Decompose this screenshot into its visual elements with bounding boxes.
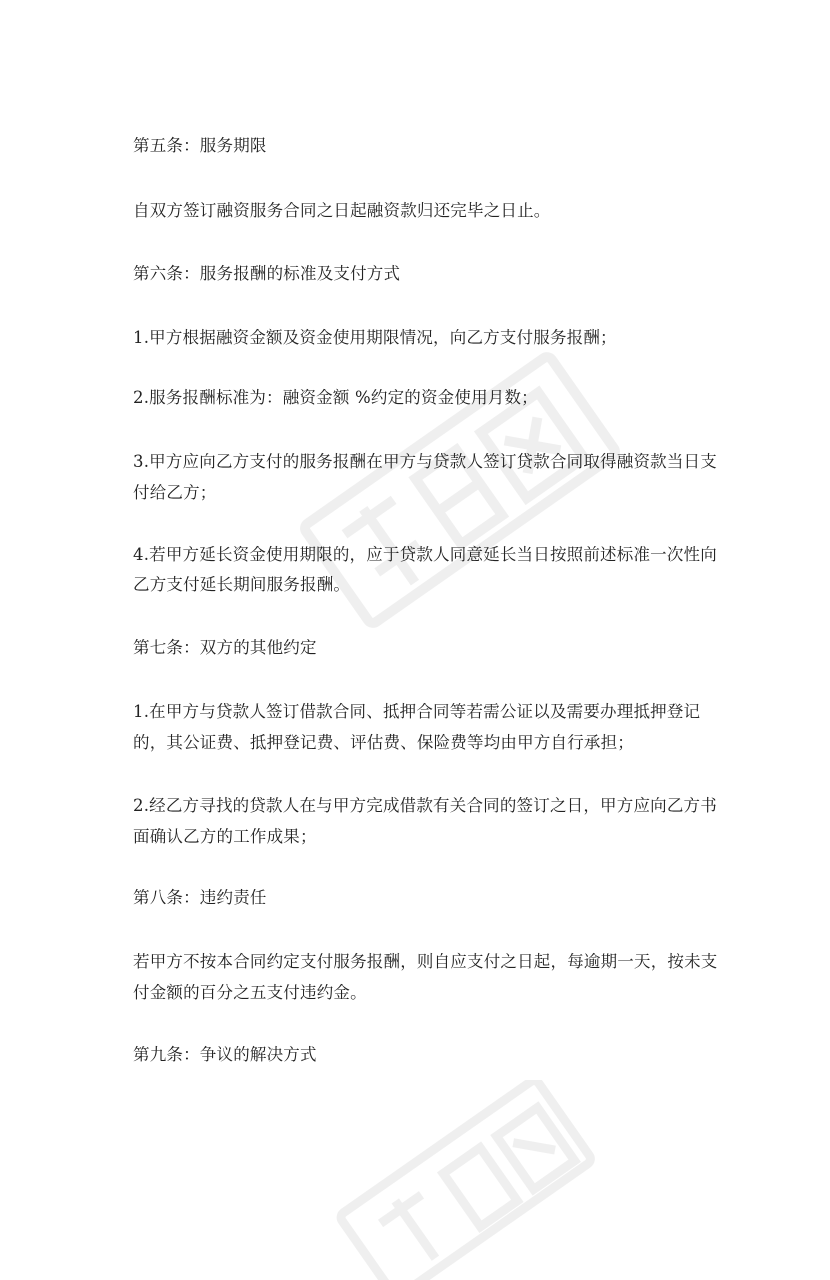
article-5-body: 自双方签订融资服务合同之日起融资款归还完毕之日止。 (133, 201, 551, 220)
article-6-item-4-line-1: 4.若甲方延长资金使用期限的，应于贷款人同意延长当日按照前述标准一次性向 (133, 545, 717, 564)
article-6-item-4-line-2: 乙方支付延长期间服务报酬。 (133, 575, 351, 594)
article-8-body-line-2: 付金额的百分之五支付违约金。 (133, 983, 367, 1002)
article-6-item-2: 2.服务报酬标准为：融资金额 %约定的资金使用月数； (133, 388, 538, 407)
article-6-heading: 第六条：服务报酬的标准及支付方式 (133, 264, 401, 283)
article-5-heading: 第五条：服务期限 (133, 136, 267, 155)
article-6-item-3-line-2: 付给乙方； (133, 483, 217, 502)
article-7-heading: 第七条：双方的其他约定 (133, 638, 317, 657)
article-6-item-1: 1.甲方根据融资金额及资金使用期限情况，向乙方支付服务报酬； (133, 328, 617, 347)
article-9-heading: 第九条：争议的解决方式 (133, 1045, 317, 1064)
article-7-item-1-line-2: 的，其公证费、抵押登记费、评估费、保险费等均由甲方自行承担； (133, 733, 634, 752)
article-8-heading: 第八条：违约责任 (133, 888, 267, 907)
article-7-item-2-line-1: 2.经乙方寻找的贷款人在与甲方完成借款有关合同的签订之日，甲方应向乙方书 (133, 796, 717, 815)
article-6-item-3-line-1: 3.甲方应向乙方支付的服务报酬在甲方与贷款人签订贷款合同取得融资款当日支 (133, 452, 717, 471)
watermark-stamp-bottom (300, 1080, 620, 1280)
article-7-item-1-line-1: 1.在甲方与贷款人签订借款合同、抵押合同等若需公证以及需要办理抵押登记 (133, 702, 701, 721)
article-7-item-2-line-2: 面确认乙方的工作成果； (133, 827, 317, 846)
article-8-body-line-1: 若甲方不按本合同约定支付服务报酬，则自应支付之日起，每逾期一天，按未支 (133, 952, 718, 971)
